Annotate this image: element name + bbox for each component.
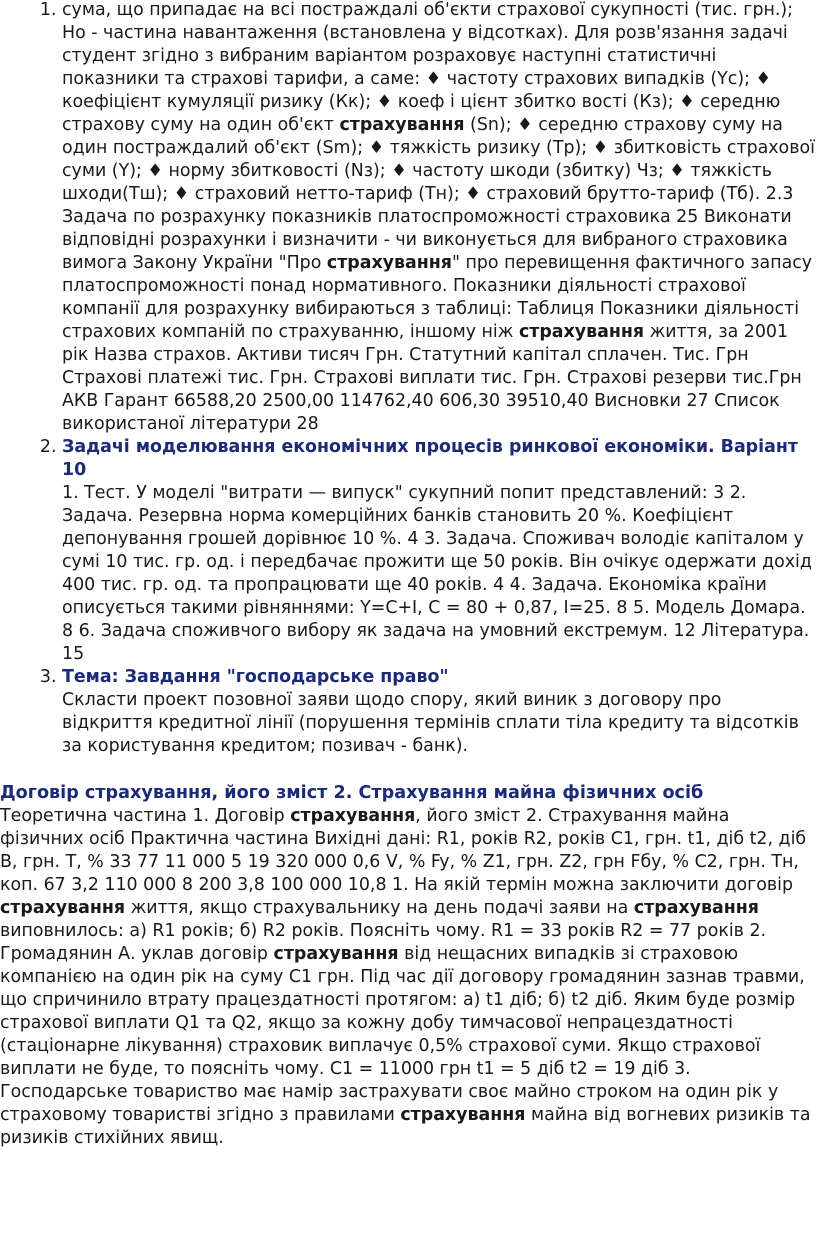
list-item-1 xyxy=(62,0,816,436)
keyword-highlight: страхування xyxy=(400,1105,526,1125)
list-item-2 xyxy=(62,436,816,666)
keyword-highlight: страхування xyxy=(339,115,465,135)
list-item-3 xyxy=(62,666,816,758)
section-body: Теоретична частина 1. Договір страхування, його зміст 2. Страхування майна фізичних осіб Практична частина Вихідні дані: R1, років R2, років C1, грн. t1, діб t2, діб B, грн. Т, % 33 77 11 000 5 19 320 000 0,6 V, % Fy, % Z1, грн. Z2, грн Fбу, % C2, грн. Тн, коп. 67 3,2 110 000 8 200 3,8 100 000 10,8 1. На якій термін можна заключити договір страхування життя, якщо страхувальнику на день подачі заяви на страхування виповнилось: а) R1 років; б) R2 років. Поясніть чому. R1 = 33 років R2 = 77 років 2. Громадянин А. уклав договір страхування від нещасних випадків зі страховою компанією на один рік на суму C1 грн. Під час дії договору громадянин зазнав травми, що спричинило втрату працездатності протягом: а) t1 діб; б) t2 діб. Яким буде розмір страхової виплати Q1 та Q2, якщо за кожну добу тимчасової непрацездатності (стаціонарне лікування) страховик виплачує 0,5% страхової суми. Якщо страхової виплати не буде, то поясніть чому. C1 = 11000 грн t1 = 5 діб t2 = 19 діб 3. Господарське товариство має намір застрахувати своє майно строком на один рік у страховому товаристві згідно з правилами страхування майна від вогневих ризиків та ризиків стихійних явищ. xyxy=(0,806,811,1148)
keyword-highlight: страхування xyxy=(0,898,126,918)
keyword-highlight: страхування xyxy=(326,253,452,273)
item-2-title-link[interactable]: 2. Задачі моделювання економічних процесів ринкової економіки. Варіант 10 xyxy=(62,437,798,480)
keyword-highlight: страхування xyxy=(633,898,759,918)
item-3-title-link[interactable]: 3. Тема: Завдання "господарське право" xyxy=(62,667,449,687)
section-title-link[interactable]: Договір страхування, його зміст 2. Страхування майна фізичних осіб xyxy=(0,783,704,803)
item-3-description: Скласти проект позовної заяви щодо спору, який виник з договору про відкриття кредитної лінії (порушення термінів сплати тіла кредиту та відсотків за користування кредитом; позивач - банк). xyxy=(62,690,799,756)
item-1-text: сума, що припадає на всі постраждалі об'єкти страхової сукупності (тис. грн.); Но - частина навантаження (встановлена у відсотках). Для розв'язання задачі студент згідно з вибраним варіантом розраховує наступні статистичні показники та страхові тарифи, а саме: ♦ частоту страхових випадків (Yc); ♦ коефіцієнт кумуляції ризику (Кк); ♦ коеф і цієнт збитко вості (Кз); ♦ середню страхову суму на один об'єкт страхування (Sn); ♦ середню страхову суму на один постраждалий об'єкт (Sm); ♦ тяжкість ризику (Tp); ♦ збитковість страхової суми (Y); ♦ норму збитковості (Nз); ♦ частоту шкоди (збитку) Чз; ♦ тяжкість шходи(Тш); ♦ страховий нетто-тариф (Тн); ♦ страховий брутто-тариф (Тб). 2.3 Задача по розрахунку показників платоспроможності страховика 25 Виконати відповідні розрахунки і визначити - чи виконується для вибраного страховика вимога Закону України "Про страхування" про перевищення фактичного запасу платоспроможності понад нормативного. Показники діяльності страхової компанії для розрахунку вибираються з таблиці: Таблиця Показники діяльності страхових компаній по страхуванню, іншому ніж страхування життя, за 2001 рік Назва страхов. Активи тисяч Грн. Статутний капітал сплачен. Тис. Грн Страхові платежі тис. Грн. Страхові виплати тис. Грн. Страхові резерви тис.Грн АКВ Гарант 66588,20 2500,00 114762,40 606,30 39510,40 Висновки 27 Список використаної літератури 28 xyxy=(62,0,815,434)
keyword-highlight: страхування xyxy=(290,806,416,826)
keyword-highlight: страхування xyxy=(518,322,645,342)
item-2-description: 1. Тест. У моделі "витрати — випуск" сукупний попит представлений: 3 2. Задача. Резервна норма комерційних банків становить 20 %. Коефіцієнт депонування грошей дорівнює 10 %. 4 3. Задача. Споживач володіє капіталом у сумі 10 тис. гр. од. і передбачає прожити ще 50 років. Він очікує одержати дохід 400 тис. гр. од. та пропрацювати ще 40 років. 4 4. Задача. Економіка країни описується такими рівняннями: Y=C+I, C = 80 + 0,87, I=25. 8 5. Модель Домара. 8 6. Задача споживчого вибору як задача на умовний екстремум. 12 Література. 15 xyxy=(62,483,812,664)
keyword-highlight: страхування xyxy=(273,944,399,964)
